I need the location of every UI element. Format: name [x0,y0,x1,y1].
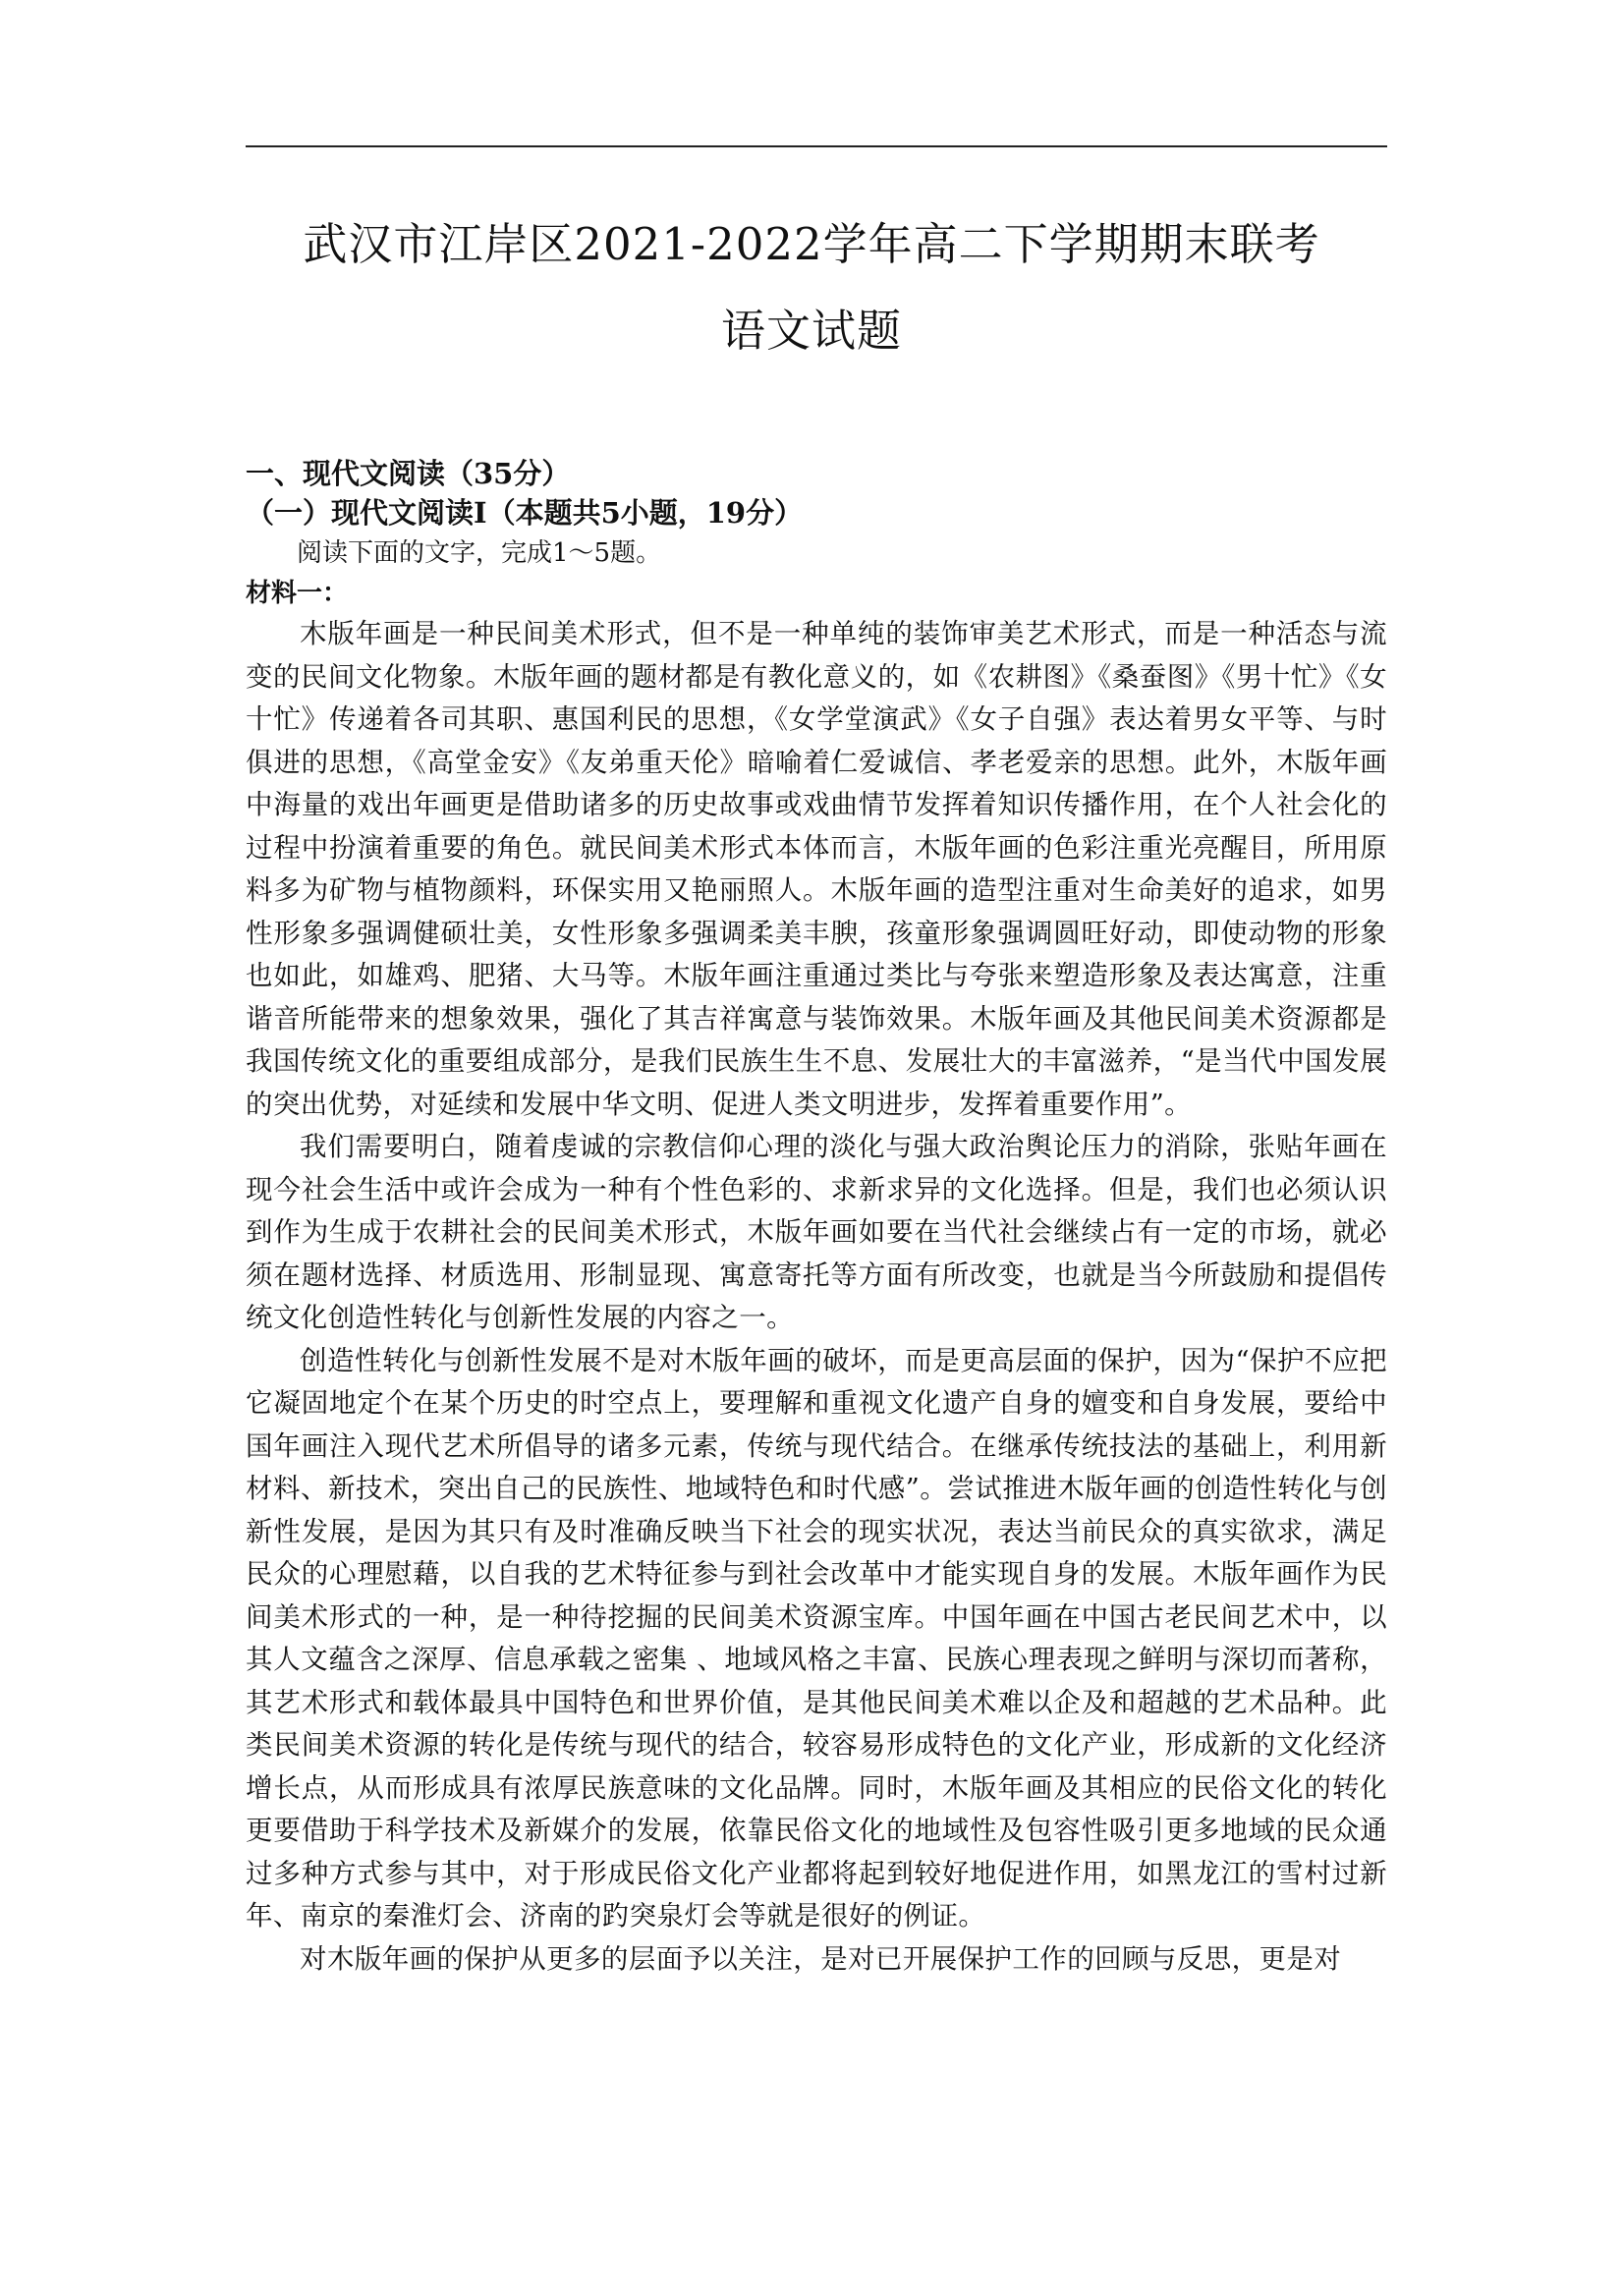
section-heading: 一、现代文阅读（35分） [246,457,571,490]
paragraph-1: 木版年画是一种民间美术形式，但不是一种单纯的装饰审美艺术形式，而是一种活态与流变的民间文化物象。木版年画的题材都是有教化意义的，如《农耕图》《桑蚕图》《男十忙》《女十忙》传递着各司其职、惠国利民的思想，《女学堂演武》《女子自强》表达着男女平等、与时俱进的思想，《高堂金安》《友弟重天伦》暗喻着仁爱诚信、孝老爱亲的思想。此外，木版年画中海量的戏出年画更是借助诸多的历史故事或戏曲情节发挥着知识传播作用，在个人社会化的过程中扮演着重要的角色。就民间美术形式本体而言，木版年画的色彩注重光亮醒目，所用原料多为矿物与植物颜料，环保实用又艳丽照人。木版年画的造型注重对生命美好的追求，如男性形象多强调健硕壮美，女性形象多强调柔美丰腴，孩童形象强调圆旺好动，即使动物的形象也如此，如雄鸡、肥猪、大马等。木版年画注重通过类比与夸张来塑造形象及表达寓意，注重谐音所能带来的想象效果，强化了其吉祥寓意与装饰效果。木版年画及其他民间美术资源都是我国传统文化的重要组成部分，是我们民族生生不息、发展壮大的丰富滋养，“是当代中国发展的突出优势，对延续和发展中华文明、促进人类文明进步，发挥着重要作用”。 [246,618,1387,1120]
paragraph-4: 对木版年画的保护从更多的层面予以关注，是对已开展保护工作的回顾与反思，更是对 [300,1942,1342,1975]
subsection-heading: （一）现代文阅读Ⅰ（本题共5小题，19分） [246,496,804,530]
exam-title: 武汉市江岸区2021-2022学年高二下学期期末联考 [303,218,1320,270]
paragraph-3: 创造性转化与创新性发展不是对木版年画的破坏，而是更高层面的保护，因为“保护不应把它凝固地定个在某个历史的时空点上，要理解和重视文化遗产自身的嬗变和自身发展，要给中国年画注入现代艺术所倡导的诸多元素，传统与现代结合。在继承传统技法的基础上，利用新材料、新技术，突出自己的民族性、地域特色和时代感”。尝试推进木版年画的创造性转化与创新性发展，是因为其只有及时准确反映当下社会的现实状况，表达当前民众的真实欲求，满足民众的心理慰藉，以自我的艺术特征参与到社会改革中才能实现自身的发展。木版年画作为民间美术形式的一种，是一种待挖掘的民间美术资源宝库。中国年画在中国古老民间艺术中，以其人文蕴含之深厚、信息承载之密集 、地域风格之丰富、民族心理表现之鲜明与深切而著称，其艺术形式和载体最具中国特色和世界价值，是其他民间美术难以企及和超越的艺术品种。此类民间美术资源的转化是传统与现代的结合，较容易形成特色的文化产业，形成新的文化经济增长点，从而形成具有浓厚民族意味的文化品牌。同时，木版年画及其相应的民俗文化的转化更要借助于科学技术及新媒介的发展，依靠民俗文化的地域性及包容性吸引更多地域的民众通过多种方式参与其中，对于形成民俗文化产业都将起到较好地促进作用，如黑龙江的雪村过新年、南京的秦淮灯会、济南的趵突泉灯会等就是很好的例证。 [246,1344,1387,1932]
exam-body [246,454,1387,1981]
reading-instruction: 阅读下面的文字，完成1～5题。 [297,538,662,568]
material-label: 材料一： [246,579,349,608]
exam-subtitle: 语文试题 [720,305,902,357]
header-rule [246,145,1387,147]
paragraph-2: 我们需要明白，随着虔诚的宗教信仰心理的淡化与强大政治舆论压力的消除，张贴年画在现今社会生活中或许会成为一种有个性色彩的、求新求异的文化选择。但是，我们也必须认识到作为生成于农耕社会的民间美术形式，木版年画如要在当代社会继续占有一定的市场，就必须在题材选择、材质选用、形制显现、寓意寄托等方面有所改变，也就是当今所鼓励和提倡传统文化创造性转化与创新性发展的内容之一。 [246,1131,1387,1333]
